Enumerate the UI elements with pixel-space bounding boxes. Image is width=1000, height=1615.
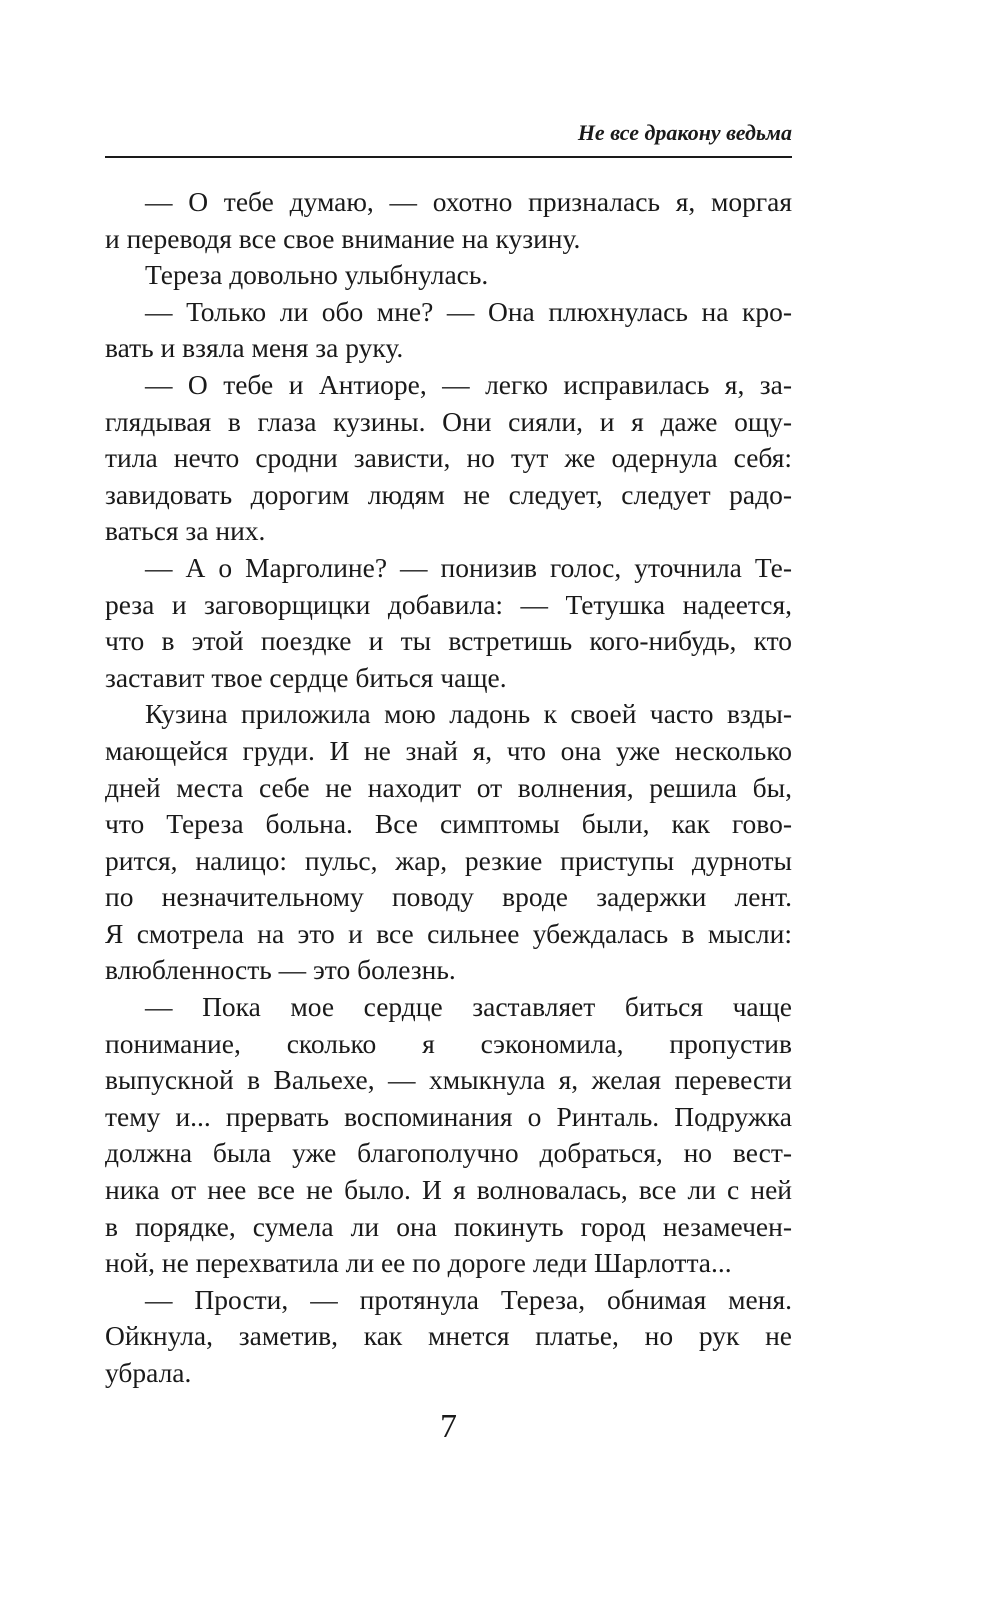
paragraph xyxy=(105,989,792,1282)
text-line: Ойкнула, заметив, как мнется платье, но рук не xyxy=(105,1320,792,1352)
text-line: дней места себе не находит от волнения, решила бы, xyxy=(105,771,792,803)
text-line: в порядке, сумела ли она покинуть город незамечен- xyxy=(105,1210,792,1242)
text-line: реза и заговорщицки добавила: — Тетушка надеется, xyxy=(105,588,792,620)
paragraph xyxy=(105,696,792,989)
text-line: по незначительному поводу вроде задержки лент. xyxy=(105,881,792,913)
running-header: Не все дракону ведьма xyxy=(577,120,792,145)
text-line: тила нечто сродни зависти, но тут же одернула себя: xyxy=(105,442,792,474)
text-line: должна была уже благополучно добраться, но вест- xyxy=(105,1137,792,1169)
text-line: — Прости, — протянула Тереза, обнимая меня. xyxy=(145,1283,792,1315)
paragraph xyxy=(105,550,792,696)
text-line: Кузина приложила мою ладонь к своей часто взды- xyxy=(145,698,792,730)
text-line: и переводя все свое внимание на кузину. xyxy=(105,222,581,254)
paragraph xyxy=(105,367,792,550)
text-line: что в этой поездке и ты встретишь кого-нибудь, кто xyxy=(105,625,792,657)
text-line: выпускной в Вальехе, — хмыкнула я, желая перевести xyxy=(105,1064,792,1096)
text-line: что Тереза больна. Все симптомы были, как гово- xyxy=(105,808,792,840)
text-line: — О тебе и Антиоре, — легко исправилась я, за- xyxy=(145,368,792,400)
text-line: — Только ли обо мне? — Она плюхнулась на кро- xyxy=(145,295,792,327)
page-number: 7 xyxy=(440,1408,457,1445)
text-line: ной, не перехватила ли ее по дороге леди Шарлотта... xyxy=(105,1247,732,1279)
text-line: понимание, сколько я сэкономила, пропустив xyxy=(105,1027,792,1059)
paragraph xyxy=(105,294,792,367)
text-line: вать и взяла меня за руку. xyxy=(105,332,404,364)
text-line: мающейся груди. И не знай я, что она уже несколько xyxy=(105,734,792,766)
header-rule xyxy=(105,156,792,158)
text-line: глядывая в глаза кузины. Они сияли, и я даже ощу- xyxy=(105,405,792,437)
text-line: — Пока мое сердце заставляет биться чаще xyxy=(145,991,792,1023)
paragraph xyxy=(105,184,792,257)
body-text xyxy=(105,184,792,1392)
text-line: — А о Марголине? — понизив голос, уточнила Те- xyxy=(145,551,792,583)
text-line: тему и... прервать воспоминания о Ринталь. Подружка xyxy=(105,1100,792,1132)
text-line: влюбленность — это болезнь. xyxy=(105,954,456,986)
text-line: рится, налицо: пульс, жар, резкие приступы дурноты xyxy=(105,844,792,876)
text-line: убрала. xyxy=(105,1357,192,1388)
text-line: завидовать дорогим людям не следует, следует радо- xyxy=(105,478,792,510)
text-line: заставит твое сердце биться чаще. xyxy=(105,661,507,693)
text-line: Тереза довольно улыбнулась. xyxy=(145,259,489,291)
text-line: — О тебе думаю, — охотно призналась я, моргая xyxy=(145,186,792,217)
paragraph xyxy=(105,257,792,294)
paragraph xyxy=(105,1282,792,1392)
text-line: Я смотрела на это и все сильнее убеждалась в мысли: xyxy=(105,917,792,949)
text-line: ника от нее все не было. И я волновалась, все ли с ней xyxy=(105,1174,792,1206)
text-line: ваться за них. xyxy=(105,515,266,547)
